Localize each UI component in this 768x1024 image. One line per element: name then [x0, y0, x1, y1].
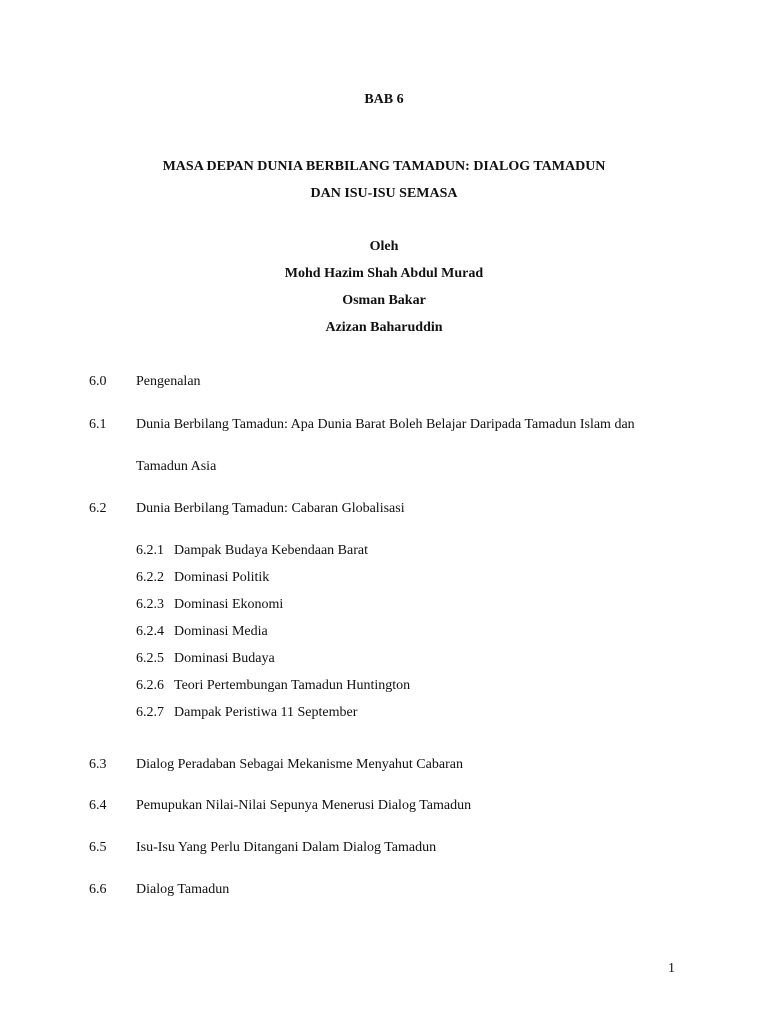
- section-title-continuation: Tamadun Asia: [136, 459, 217, 474]
- author-name: Mohd Hazim Shah Abdul Murad: [284, 266, 484, 281]
- section-number: 6.0: [89, 374, 107, 389]
- subsection-number: 6.2.7: [136, 705, 164, 720]
- section-number: 6.4: [89, 798, 107, 813]
- subsection-title: Dominasi Ekonomi: [174, 597, 284, 612]
- section-number: 6.3: [89, 757, 107, 772]
- section-number: 6.2: [89, 501, 107, 516]
- section-title: Dunia Berbilang Tamadun: Cabaran Globalisasi: [136, 501, 405, 516]
- page-number: 1: [668, 961, 675, 976]
- subsection-title: Dampak Budaya Kebendaan Barat: [174, 543, 368, 558]
- section-number: 6.6: [89, 882, 107, 897]
- subsection-item: [136, 597, 283, 613]
- section-title: Dunia Berbilang Tamadun: Apa Dunia Barat Boleh Belajar Daripada Tamadun Islam dan: [136, 417, 635, 432]
- subsection-title: Dominasi Politik: [174, 570, 270, 585]
- section-title: Pemupukan Nilai-Nilai Sepunya Menerusi Dialog Tamadun: [136, 798, 472, 813]
- section-number: 6.1: [89, 417, 107, 432]
- subsection-number: 6.2.3: [136, 597, 164, 612]
- subsection-number: 6.2.4: [136, 624, 164, 639]
- section-title: Isu-Isu Yang Perlu Ditangani Dalam Dialog Tamadun: [136, 840, 437, 855]
- author-name: Azizan Baharuddin: [325, 320, 443, 335]
- subsection-item: [136, 651, 275, 667]
- subsection-item: [136, 543, 368, 559]
- subsection-title: Dominasi Media: [174, 624, 268, 639]
- chapter-heading: BAB 6: [364, 92, 404, 107]
- section-title: Dialog Tamadun: [136, 882, 230, 897]
- author-name: Osman Bakar: [342, 293, 426, 308]
- subsection-number: 6.2.2: [136, 570, 164, 585]
- subsection-number: 6.2.6: [136, 678, 164, 693]
- section-number: 6.5: [89, 840, 107, 855]
- subsection-title: Teori Pertembungan Tamadun Huntington: [174, 678, 411, 693]
- subsection-title: Dampak Peristiwa 11 September: [174, 705, 358, 720]
- subsection-item: [136, 624, 268, 640]
- subsection-number: 6.2.5: [136, 651, 164, 666]
- chapter-title-line-2: DAN ISU-ISU SEMASA: [310, 186, 458, 201]
- by-label: Oleh: [369, 239, 399, 254]
- subsection-number: 6.2.1: [136, 543, 164, 558]
- section-title: Dialog Peradaban Sebagai Mekanisme Menyahut Cabaran: [136, 757, 463, 772]
- chapter-title-line-1: MASA DEPAN DUNIA BERBILANG TAMADUN: DIALOG TAMADUN: [162, 159, 606, 174]
- subsection-item: [136, 570, 269, 586]
- section-title: Pengenalan: [136, 374, 201, 389]
- subsection-item: [136, 705, 357, 721]
- subsection-title: Dominasi Budaya: [174, 651, 275, 666]
- subsection-item: [136, 678, 410, 694]
